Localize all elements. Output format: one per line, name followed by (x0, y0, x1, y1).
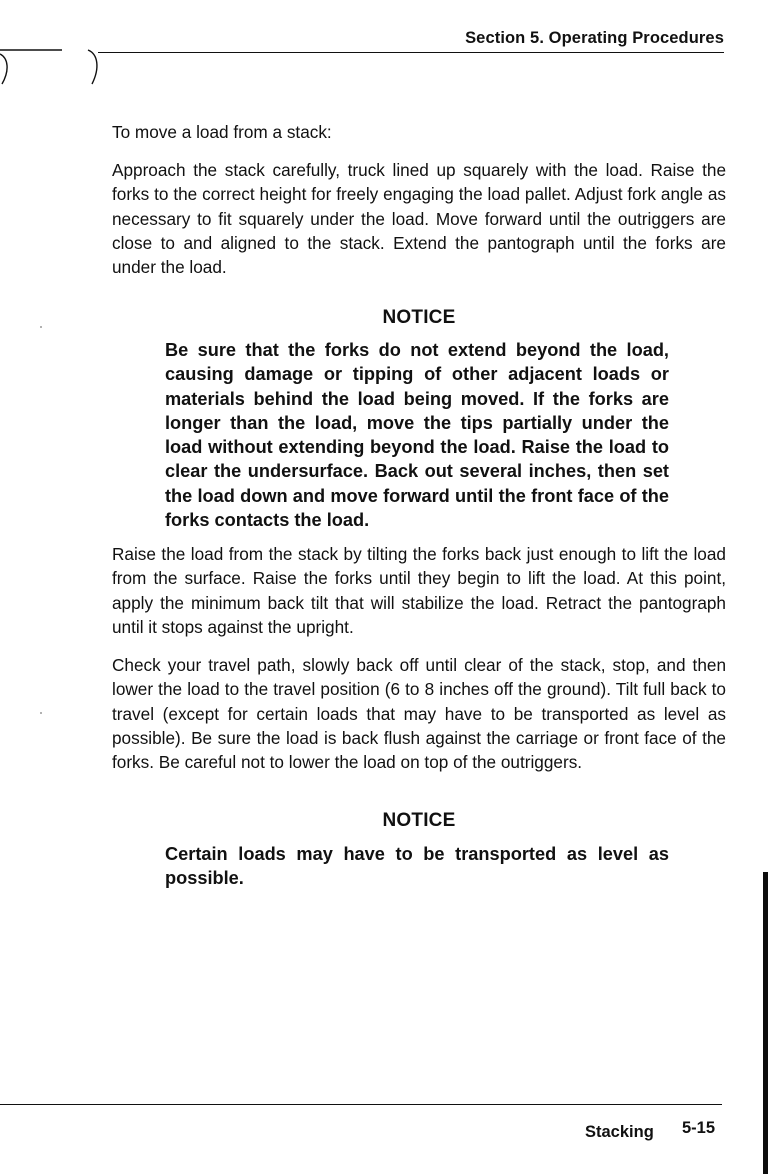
header-rule (98, 52, 724, 53)
notice-heading-2: NOTICE (382, 810, 456, 831)
running-header: Section 5. Operating Procedures (465, 29, 724, 47)
footer-section-name: Stacking (585, 1123, 654, 1141)
notice-heading: NOTICE (382, 307, 456, 328)
page-number: 5-15 (682, 1119, 716, 1137)
scan-edge-bar (763, 872, 768, 1174)
paragraph-raise: Raise the load from the stack by tilting the forks back just enough to lift the load from the surface. Raise the forks until they begin to lift the load. At this point, apply the minimum back tilt that will stabilize the load. Retract the pantograph until it stops against the upright. (112, 544, 726, 637)
paragraph-approach: Approach the stack carefully, truck lined up squarely with the load. Raise the forks to the correct height for freely engaging the load pallet. Adjust fork angle as necessary to fit squarely under the load. Move forward until the outriggers are close to and aligned to the stack. Extend the pantograph until the forks are under the load. (112, 160, 726, 278)
scan-speck (40, 326, 42, 328)
footer-rule (0, 1104, 722, 1105)
notice-body: Be sure that the forks do not extend beyond the load, causing damage or tipping of other adjacent loads or materials behind the load being moved. If the forks are longer than the load, move the tips partially under the load without extending beyond the load. Raise the load to clear the undersurface. Back out several inches, then set the load down and move forward until the front face of the forks contacts the load. (165, 340, 669, 531)
notice-body-2: Certain loads may have to be transported as level as possible. (165, 844, 669, 889)
paragraph-travel: Check your travel path, slowly back off until clear of the stack, stop, and then lower the load to the travel position (6 to 8 inches off the ground). Tilt full back to travel (except for certain loads that may have to be transported as level as possible). Be sure the load is back flush against the carriage or front face of the forks. Be careful not to lower the load on top of the outriggers. (112, 655, 726, 773)
intro-text: To move a load from a stack: (112, 122, 332, 142)
scan-speck (40, 712, 42, 714)
binding-mark-icon (0, 44, 110, 94)
